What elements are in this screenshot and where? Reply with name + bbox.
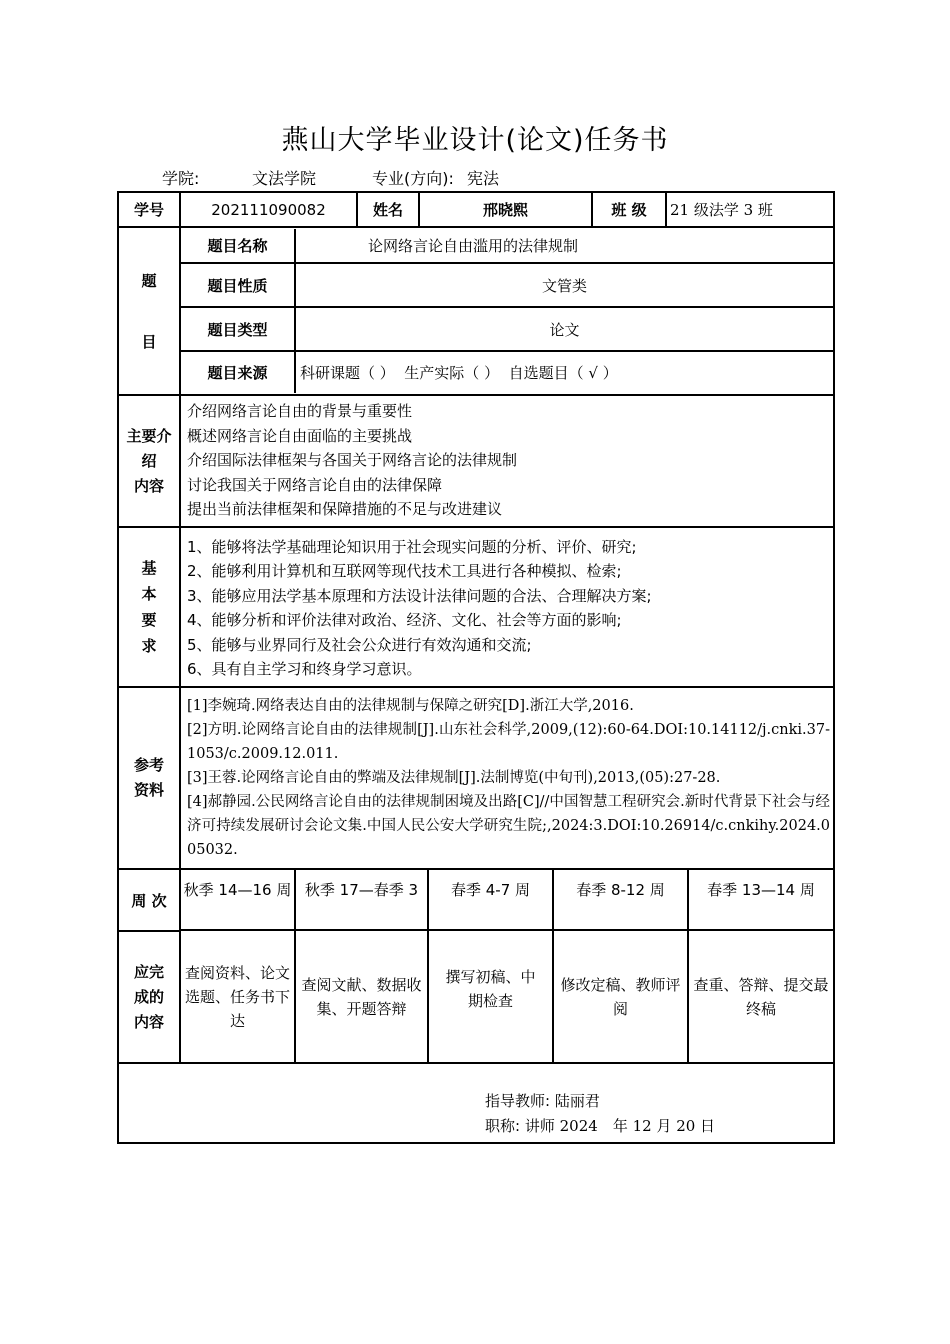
references-label-1: 参考 bbox=[133, 756, 164, 774]
student-info-table bbox=[119, 193, 833, 226]
references-label-2: 资料 bbox=[133, 781, 164, 799]
topic-source-value: 科研课题（ ） 生产实际（ ） 自选题目（ √ ） bbox=[295, 351, 833, 393]
sign-date: 2024 年 12 月 20 日 bbox=[559, 1117, 716, 1135]
class-value: 21 级法学 3 班 bbox=[666, 193, 833, 226]
major-label: 专业(方向): bbox=[372, 169, 454, 188]
reference-item: [3]王蓉.论网络言论自由的弊端及法律规制[J].法制博览(中旬刊),2013,(05):27-28. bbox=[187, 770, 721, 786]
references-list bbox=[181, 688, 833, 868]
week-label: 周 次 bbox=[118, 869, 180, 931]
list-item: 讨论我国关于网络言论自由的法律保障 bbox=[187, 475, 443, 494]
topic-source-label: 题目来源 bbox=[181, 351, 295, 393]
task-cell: 查阅资料、论文选题、任务书下达 bbox=[181, 930, 295, 1062]
topic-type-value: 论文 bbox=[295, 307, 833, 351]
week-cell: 春季 13—14 周 bbox=[688, 870, 833, 930]
college-label: 学院: bbox=[162, 169, 200, 188]
college-value: 文法学院 bbox=[252, 169, 317, 188]
references-label bbox=[118, 687, 180, 869]
schedule-table bbox=[181, 870, 833, 1062]
student-id-label: 学号 bbox=[119, 193, 180, 226]
list-item: 2、能够利用计算机和互联网等现代技术工具进行各种模拟、检索; bbox=[187, 562, 622, 580]
requirements-list bbox=[181, 529, 833, 686]
week-cell: 春季 8-12 周 bbox=[553, 870, 688, 930]
task-cell: 修改定稿、教师评阅 bbox=[553, 930, 688, 1062]
reference-item: [4]郝静园.公民网络言论自由的法律规制困境及出路[C]//中国智慧工程研究会.新时代背景下社会与经济可持续发展研讨会论文集.中国人民公安大学研究生院;,2024:3.DOI:10.26914/c.cnkihy.2024.005032. bbox=[187, 794, 830, 858]
class-label: 班 级 bbox=[592, 193, 666, 226]
list-item: 1、能够将法学基础理论知识用于社会现实问题的分析、评价、研究; bbox=[187, 537, 637, 556]
week-cell: 春季 4-7 周 bbox=[428, 870, 553, 930]
schedule-cell bbox=[180, 869, 834, 1063]
list-item: 介绍国际法律框架与各国关于网络言论的法律规制 bbox=[187, 451, 518, 470]
topic-section-label bbox=[118, 227, 180, 395]
main-content-cell bbox=[180, 395, 834, 527]
student-name-value: 邢晓熙 bbox=[419, 193, 592, 226]
student-info-cell bbox=[118, 192, 834, 227]
list-item: 6、具有自主学习和终身学习意识。 bbox=[187, 660, 422, 678]
topic-cell bbox=[180, 227, 834, 395]
task-content-label-3: 内容 bbox=[133, 1012, 164, 1031]
signature-cell bbox=[118, 1063, 834, 1143]
requirements-cell bbox=[180, 527, 834, 687]
topic-nature-value: 文管类 bbox=[295, 263, 833, 307]
task-cell: 撰写初稿、中期检查 bbox=[428, 930, 553, 1062]
student-name-label: 姓名 bbox=[357, 193, 419, 226]
title-label: 职称: bbox=[485, 1117, 521, 1135]
major-value: 宪法 bbox=[467, 169, 500, 188]
list-item: 介绍网络言论自由的背景与重要性 bbox=[187, 402, 413, 421]
topic-label-1: 题 bbox=[141, 272, 157, 290]
list-item: 概述网络言论自由面临的主要挑战 bbox=[187, 426, 413, 445]
week-cell: 秋季 14—16 周 bbox=[181, 870, 295, 930]
main-content-label-2: 绍 bbox=[141, 451, 157, 470]
main-content-label-3: 内容 bbox=[133, 476, 164, 495]
main-content-label bbox=[118, 395, 180, 527]
title-value: 讲师 bbox=[524, 1117, 555, 1135]
list-item: 5、能够与业界同行及社会公众进行有效沟通和交流; bbox=[187, 635, 532, 654]
reference-item: [2]方明.论网络言论自由的法律规制[J].山东社会科学,2009,(12):60-64.DOI:10.14112/j.cnki.37-1053/c.2009.12.011. bbox=[187, 722, 830, 762]
task-content-label-2: 成的 bbox=[133, 987, 164, 1006]
task-content-label-1: 应完 bbox=[133, 962, 164, 981]
topic-nature-label: 题目性质 bbox=[181, 263, 295, 307]
main-content-label-1: 主要介 bbox=[126, 426, 172, 445]
requirements-label bbox=[118, 527, 180, 687]
advisor-label: 指导教师: bbox=[485, 1092, 551, 1110]
list-item: 4、能够分析和评价法律对政治、经济、文化、社会等方面的影响; bbox=[187, 611, 622, 629]
topic-name-value: 论网络言论自由滥用的法律规制 bbox=[295, 229, 833, 263]
references-cell bbox=[180, 687, 834, 869]
topic-table bbox=[181, 229, 833, 393]
task-table bbox=[117, 191, 835, 1144]
task-content-label bbox=[118, 931, 180, 1063]
task-cell: 查阅文献、数据收集、开题答辩 bbox=[295, 930, 428, 1062]
list-item: 3、能够应用法学基本原理和方法设计法律问题的合法、合理解决方案; bbox=[187, 586, 652, 605]
main-content-list bbox=[181, 396, 833, 526]
requirements-label-4: 求 bbox=[141, 637, 157, 655]
document-title: 燕山大学毕业设计(论文)任务书 bbox=[281, 125, 669, 156]
advisor-line bbox=[485, 1090, 600, 1111]
requirements-label-2: 本 bbox=[141, 585, 157, 603]
title-date-line bbox=[485, 1115, 715, 1136]
reference-item: [1]李婉琦.网络表达自由的法律规制与保障之研究[D].浙江大学,2016. bbox=[187, 698, 634, 714]
requirements-label-1: 基 bbox=[141, 559, 157, 577]
student-id-value: 202111090082 bbox=[180, 193, 357, 226]
signature-block bbox=[119, 1064, 833, 1142]
topic-type-label: 题目类型 bbox=[181, 307, 295, 351]
list-item: 提出当前法律框架和保障措施的不足与改进建议 bbox=[187, 500, 503, 519]
topic-name-label: 题目名称 bbox=[181, 229, 295, 263]
topic-label-2: 目 bbox=[141, 333, 157, 351]
week-cell: 秋季 17—春季 3 bbox=[295, 870, 428, 930]
requirements-label-3: 要 bbox=[141, 611, 157, 629]
task-cell: 查重、答辩、提交最终稿 bbox=[688, 930, 833, 1062]
advisor-name: 陆丽君 bbox=[554, 1092, 600, 1110]
